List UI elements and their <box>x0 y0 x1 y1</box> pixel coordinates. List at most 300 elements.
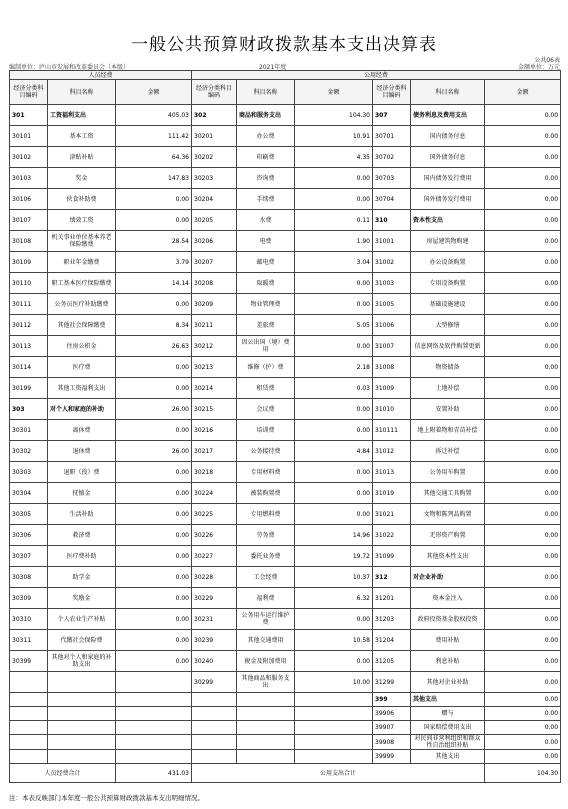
cell-amount: 0.00 <box>295 609 373 630</box>
cell-code: 30309 <box>10 588 48 609</box>
cell-code: 30704 <box>373 189 411 210</box>
cell-empty <box>237 721 295 735</box>
cell-code: 30103 <box>10 168 48 189</box>
cell-name: 水费 <box>237 210 295 231</box>
cell-name: 其他商品和服务支出 <box>237 672 295 693</box>
cell-code: 31203 <box>373 609 411 630</box>
cell-code: 30212 <box>192 336 237 357</box>
cell-code: 30303 <box>10 462 48 483</box>
cell-amount: 0.00 <box>295 294 373 315</box>
cell-name: 电费 <box>237 231 295 252</box>
cell-amount: 6.32 <box>295 588 373 609</box>
table-row <box>10 168 561 189</box>
table-row <box>10 105 561 126</box>
table-row <box>10 462 561 483</box>
table-row <box>10 707 561 721</box>
cell-empty <box>295 721 373 735</box>
fiscal-year: 2021年度 <box>259 64 287 71</box>
cell-amount: 0.00 <box>295 273 373 294</box>
cell-empty <box>295 693 373 707</box>
cell-code: 30227 <box>192 546 237 567</box>
cell-code: 31021 <box>373 504 411 525</box>
cell-empty <box>116 735 192 750</box>
cell-name: 医疗费 <box>48 357 116 378</box>
table-row <box>10 126 561 147</box>
cell-amount: 0.00 <box>485 546 561 567</box>
cell-code: 30311 <box>10 630 48 651</box>
cell-amount: 8.34 <box>116 315 192 336</box>
cell-name: 基本工资 <box>48 126 116 147</box>
cell-amount: 0.00 <box>485 525 561 546</box>
cell-code <box>10 672 48 693</box>
expenditure-table <box>9 70 561 783</box>
cell-empty <box>295 735 373 750</box>
cell-amount: 0.00 <box>116 294 192 315</box>
cell-name: 工会经费 <box>237 567 295 588</box>
cell-name: 国内债务付息 <box>411 126 485 147</box>
cell-code: 30201 <box>192 126 237 147</box>
cell-code: 30107 <box>10 210 48 231</box>
personnel-total-amount: 431.03 <box>116 764 192 783</box>
cell-code: 30306 <box>10 525 48 546</box>
cell-name: 差旅费 <box>237 315 295 336</box>
cell-amount: 0.00 <box>485 231 561 252</box>
table-row <box>10 721 561 735</box>
cell-amount: 10.37 <box>295 567 373 588</box>
group-header-row <box>10 71 561 80</box>
table-row <box>10 273 561 294</box>
cell-name: 劳务费 <box>237 525 295 546</box>
table-row <box>10 315 561 336</box>
cell-amount: 0.00 <box>485 315 561 336</box>
totals-row <box>10 764 561 783</box>
group-public: 公用经费 <box>192 71 561 80</box>
cell-code: 30204 <box>192 189 237 210</box>
cell-empty <box>10 707 48 721</box>
cell-code: 30202 <box>192 147 237 168</box>
cell-code: 31007 <box>373 336 411 357</box>
cell-amount: 0.00 <box>485 630 561 651</box>
cell-amount: 0.00 <box>116 420 192 441</box>
table-row <box>10 672 561 693</box>
table-row <box>10 483 561 504</box>
cell-amount: 0.00 <box>485 441 561 462</box>
cell-amount: 4.35 <box>295 147 373 168</box>
cell-name: 奖励金 <box>48 588 116 609</box>
cell-name: 基础设施建设 <box>411 294 485 315</box>
cell-name: 奖金 <box>48 168 116 189</box>
cell-amount: 26.63 <box>116 336 192 357</box>
cell-amount: 0.00 <box>485 105 561 126</box>
cell-name: 土地补偿 <box>411 378 485 399</box>
cell-name: 因公出国（境）费用 <box>237 336 295 357</box>
cell-amount: 19.72 <box>295 546 373 567</box>
cell-name: 对企业补助 <box>411 567 485 588</box>
cell-code: 30114 <box>10 357 48 378</box>
cell-amount: 0.00 <box>485 750 561 764</box>
cell-code: 30217 <box>192 441 237 462</box>
cell-empty <box>295 750 373 764</box>
cell-empty <box>48 735 116 750</box>
cell-amount: 0.00 <box>295 399 373 420</box>
column-header-row <box>10 80 561 105</box>
table-row <box>10 441 561 462</box>
table-row <box>10 294 561 315</box>
cell-name: 费用补贴 <box>411 630 485 651</box>
cell-code: 30310 <box>10 609 48 630</box>
cell-amount: 0.00 <box>295 504 373 525</box>
cell-amount: 111.42 <box>116 126 192 147</box>
cell-code: 302 <box>192 105 237 126</box>
cell-name: 个人农业生产补贴 <box>48 609 116 630</box>
cell-amount: 14.14 <box>116 273 192 294</box>
cell-code: 30228 <box>192 567 237 588</box>
cell-name: 会议费 <box>237 399 295 420</box>
cell-code: 30216 <box>192 420 237 441</box>
cell-amount: 0.03 <box>295 378 373 399</box>
cell-code: 399 <box>373 693 411 707</box>
cell-amount: 0.00 <box>485 735 561 750</box>
cell-amount: 0.00 <box>485 189 561 210</box>
cell-code: 30215 <box>192 399 237 420</box>
cell-amount: 28.54 <box>116 231 192 252</box>
cell-name: 国家赔偿费用支出 <box>411 721 485 735</box>
cell-amount: 1.90 <box>295 231 373 252</box>
col-header-amount: 金额 <box>295 80 373 105</box>
public-total-label: 公用支出合计 <box>192 764 485 783</box>
cell-name: 维修（护）费 <box>237 357 295 378</box>
cell-name: 邮电费 <box>237 252 295 273</box>
cell-code: 31008 <box>373 357 411 378</box>
table-row <box>10 336 561 357</box>
cell-amount: 0.00 <box>485 504 561 525</box>
col-header-name: 科目名称 <box>48 80 116 105</box>
cell-amount: 0.00 <box>295 483 373 504</box>
cell-amount: 0.00 <box>295 336 373 357</box>
table-row <box>10 609 561 630</box>
col-header-amount: 金额 <box>485 80 561 105</box>
cell-code: 30101 <box>10 126 48 147</box>
table-row <box>10 147 561 168</box>
col-header-name: 科目名称 <box>237 80 295 105</box>
cell-code: 31013 <box>373 462 411 483</box>
cell-amount: 3.04 <box>295 252 373 273</box>
cell-code: 301 <box>10 105 48 126</box>
cell-code: 30205 <box>192 210 237 231</box>
cell-amount: 26.00 <box>116 441 192 462</box>
cell-code: 30302 <box>10 441 48 462</box>
cell-amount: 0.00 <box>295 189 373 210</box>
cell-amount: 0.00 <box>485 168 561 189</box>
cell-amount: 0.00 <box>116 588 192 609</box>
cell-amount: 5.05 <box>295 315 373 336</box>
cell-name: 商品和服务支出 <box>237 105 295 126</box>
cell-empty <box>116 750 192 764</box>
cell-empty <box>237 750 295 764</box>
cell-empty <box>237 735 295 750</box>
cell-code: 30110 <box>10 273 48 294</box>
cell-code: 310111 <box>373 420 411 441</box>
cell-name: 利息补贴 <box>411 651 485 672</box>
cell-code: 30203 <box>192 168 237 189</box>
cell-name: 国外债务发行费用 <box>411 189 485 210</box>
cell-name: 其他支出 <box>411 693 485 707</box>
cell-amount: 0.00 <box>116 210 192 231</box>
cell-code: 307 <box>373 105 411 126</box>
col-header-code: 经济分类科目编码 <box>373 80 411 105</box>
cell-code: 30102 <box>10 147 48 168</box>
cell-code: 303 <box>10 399 48 420</box>
cell-name: 工资福利支出 <box>48 105 116 126</box>
col-header-code: 经济分类科目编码 <box>192 80 237 105</box>
cell-name: 信息网络及软件购置更新 <box>411 336 485 357</box>
cell-amount: 0.00 <box>116 483 192 504</box>
cell-empty <box>237 693 295 707</box>
cell-amount: 2.18 <box>295 357 373 378</box>
cell-code: 30208 <box>192 273 237 294</box>
cell-code: 30301 <box>10 420 48 441</box>
col-header-amount: 金额 <box>116 80 192 105</box>
cell-code: 30307 <box>10 546 48 567</box>
cell-name: 无形资产购置 <box>411 525 485 546</box>
cell-code: 30305 <box>10 504 48 525</box>
cell-code: 30231 <box>192 609 237 630</box>
cell-empty <box>116 693 192 707</box>
cell-amount: 0.00 <box>485 721 561 735</box>
cell-name: 专用材料费 <box>237 462 295 483</box>
cell-amount: 0.00 <box>485 147 561 168</box>
cell-name: 绩效工资 <box>48 210 116 231</box>
cell-code: 30111 <box>10 294 48 315</box>
cell-name: 住房公积金 <box>48 336 116 357</box>
cell-amount: 0.00 <box>116 504 192 525</box>
cell-amount: 0.00 <box>116 525 192 546</box>
cell-amount: 0.00 <box>485 672 561 693</box>
cell-empty <box>192 707 237 721</box>
cell-name: 国外债务付息 <box>411 147 485 168</box>
cell-empty <box>192 693 237 707</box>
table-row <box>10 630 561 651</box>
cell-amount: 0.00 <box>485 378 561 399</box>
cell-empty <box>10 750 48 764</box>
cell-code: 30207 <box>192 252 237 273</box>
cell-empty <box>295 707 373 721</box>
cell-code: 31002 <box>373 252 411 273</box>
cell-name: 其他交通费用 <box>237 630 295 651</box>
cell-empty <box>192 721 237 735</box>
cell-name: 抚恤金 <box>48 483 116 504</box>
cell-amount: 0.00 <box>485 462 561 483</box>
cell-name: 物资储备 <box>411 357 485 378</box>
cell-amount: 0.00 <box>485 483 561 504</box>
cell-name: 赠与 <box>411 707 485 721</box>
cell-name: 债务利息及费用支出 <box>411 105 485 126</box>
cell-name: 对个人和家庭的补助 <box>48 399 116 420</box>
cell-empty <box>116 721 192 735</box>
cell-name: 资本性支出 <box>411 210 485 231</box>
cell-name: 其他工资福利支出 <box>48 378 116 399</box>
cell-name: 专用燃料费 <box>237 504 295 525</box>
cell-code: 30113 <box>10 336 48 357</box>
cell-code: 30214 <box>192 378 237 399</box>
cell-code: 31099 <box>373 546 411 567</box>
cell-empty <box>116 707 192 721</box>
cell-amount: 0.00 <box>485 693 561 707</box>
table-row <box>10 231 561 252</box>
cell-name: 退休费 <box>48 441 116 462</box>
table-row <box>10 357 561 378</box>
cell-code: 30199 <box>10 378 48 399</box>
cell-code: 39907 <box>373 721 411 735</box>
cell-empty <box>48 707 116 721</box>
cell-amount: 0.00 <box>485 399 561 420</box>
cell-name: 医疗费补助 <box>48 546 116 567</box>
cell-code: 30213 <box>192 357 237 378</box>
cell-name: 物业管理费 <box>237 294 295 315</box>
cell-code: 30112 <box>10 315 48 336</box>
page-title: 一般公共预算财政拨款基本支出决算表 <box>131 35 437 55</box>
cell-code: 31009 <box>373 378 411 399</box>
cell-name: 大型修缮 <box>411 315 485 336</box>
cell-amount: 3.79 <box>116 252 192 273</box>
cell-name: 拆迁补偿 <box>411 441 485 462</box>
cell-name: 资本金注入 <box>411 588 485 609</box>
cell-amount: 0.00 <box>485 420 561 441</box>
cell-amount: 0.00 <box>485 651 561 672</box>
cell-code: 30229 <box>192 588 237 609</box>
cell-code: 30206 <box>192 231 237 252</box>
cell-amount: 0.00 <box>485 210 561 231</box>
cell-amount: 26.00 <box>116 399 192 420</box>
cell-code: 312 <box>373 567 411 588</box>
table-row <box>10 546 561 567</box>
cell-empty <box>10 735 48 750</box>
cell-empty <box>237 707 295 721</box>
cell-amount: 10.58 <box>295 630 373 651</box>
cell-amount: 0.00 <box>485 126 561 147</box>
cell-name: 公务接待费 <box>237 441 295 462</box>
cell-amount: 405.03 <box>116 105 192 126</box>
cell-code: 30224 <box>192 483 237 504</box>
cell-code: 30703 <box>373 168 411 189</box>
cell-name: 其他资本性支出 <box>411 546 485 567</box>
cell-name: 对民间非营利组织和群众性自治组织补贴 <box>411 735 485 750</box>
cell-code: 30399 <box>10 651 48 672</box>
cell-code: 39906 <box>373 707 411 721</box>
cell-name: 专用设备购置 <box>411 273 485 294</box>
cell-amount: 0.00 <box>116 630 192 651</box>
cell-empty <box>48 693 116 707</box>
cell-name: 租赁费 <box>237 378 295 399</box>
cell-code: 31019 <box>373 483 411 504</box>
table-row <box>10 252 561 273</box>
cell-name: 离休费 <box>48 420 116 441</box>
table-row <box>10 693 561 707</box>
cell-code: 310 <box>373 210 411 231</box>
cell-code: 31012 <box>373 441 411 462</box>
col-header-code: 经济分类科目编码 <box>10 80 48 105</box>
cell-code: 31003 <box>373 273 411 294</box>
cell-name: 生活补助 <box>48 504 116 525</box>
cell-name: 培训费 <box>237 420 295 441</box>
cell-amount: 0.00 <box>485 609 561 630</box>
cell-code: 30211 <box>192 315 237 336</box>
cell-amount: 0.00 <box>295 651 373 672</box>
cell-name: 税金及附加费用 <box>237 651 295 672</box>
cell-code: 31006 <box>373 315 411 336</box>
cell-name: 福利费 <box>237 588 295 609</box>
cell-empty <box>192 735 237 750</box>
cell-amount: 0.00 <box>485 273 561 294</box>
cell-amount: 0.00 <box>485 588 561 609</box>
cell-code: 31201 <box>373 588 411 609</box>
cell-amount: 0.00 <box>116 546 192 567</box>
cell-code: 30239 <box>192 630 237 651</box>
cell-amount: 0.11 <box>295 210 373 231</box>
cell-code: 31005 <box>373 294 411 315</box>
form-number: 公共06表 <box>534 57 560 64</box>
cell-name: 办公费 <box>237 126 295 147</box>
cell-code: 30225 <box>192 504 237 525</box>
cell-amount: 0.00 <box>116 651 192 672</box>
public-total-amount: 104.30 <box>485 764 561 783</box>
cell-code: 30702 <box>373 147 411 168</box>
cell-name: 退职（役）费 <box>48 462 116 483</box>
cell-name: 机关事业单位基本养老保险缴费 <box>48 231 116 252</box>
cell-amount: 0.00 <box>485 707 561 721</box>
cell-name: 助学金 <box>48 567 116 588</box>
cell-name: 咨询费 <box>237 168 295 189</box>
cell-amount <box>116 672 192 693</box>
cell-name: 伙食补助费 <box>48 189 116 210</box>
cell-code: 30106 <box>10 189 48 210</box>
cell-amount: 14.96 <box>295 525 373 546</box>
cell-amount: 0.00 <box>485 252 561 273</box>
cell-code: 31010 <box>373 399 411 420</box>
cell-amount: 10.91 <box>295 126 373 147</box>
cell-amount: 4.84 <box>295 441 373 462</box>
cell-name: 取暖费 <box>237 273 295 294</box>
cell-name: 安置补助 <box>411 399 485 420</box>
col-header-name: 科目名称 <box>411 80 485 105</box>
cell-name: 公务员医疗补助缴费 <box>48 294 116 315</box>
cell-code: 31299 <box>373 672 411 693</box>
cell-name: 办公设备购置 <box>411 252 485 273</box>
cell-name: 救济费 <box>48 525 116 546</box>
cell-name <box>48 672 116 693</box>
cell-code: 30109 <box>10 252 48 273</box>
cell-amount: 0.00 <box>116 378 192 399</box>
cell-empty <box>48 750 116 764</box>
cell-amount: 0.00 <box>116 567 192 588</box>
cell-amount: 0.00 <box>116 189 192 210</box>
cell-name: 公务用车运行维护费 <box>237 609 295 630</box>
cell-amount: 0.00 <box>485 336 561 357</box>
cell-amount: 0.00 <box>116 462 192 483</box>
cell-name: 被装购置费 <box>237 483 295 504</box>
cell-code: 31205 <box>373 651 411 672</box>
table-row <box>10 210 561 231</box>
cell-name: 政府投资基金股权投资 <box>411 609 485 630</box>
cell-code: 30304 <box>10 483 48 504</box>
cell-code: 31204 <box>373 630 411 651</box>
cell-name: 津贴补贴 <box>48 147 116 168</box>
table-row <box>10 567 561 588</box>
cell-name: 其他支出 <box>411 750 485 764</box>
cell-empty <box>10 721 48 735</box>
cell-code: 30209 <box>192 294 237 315</box>
cell-amount: 104.30 <box>295 105 373 126</box>
